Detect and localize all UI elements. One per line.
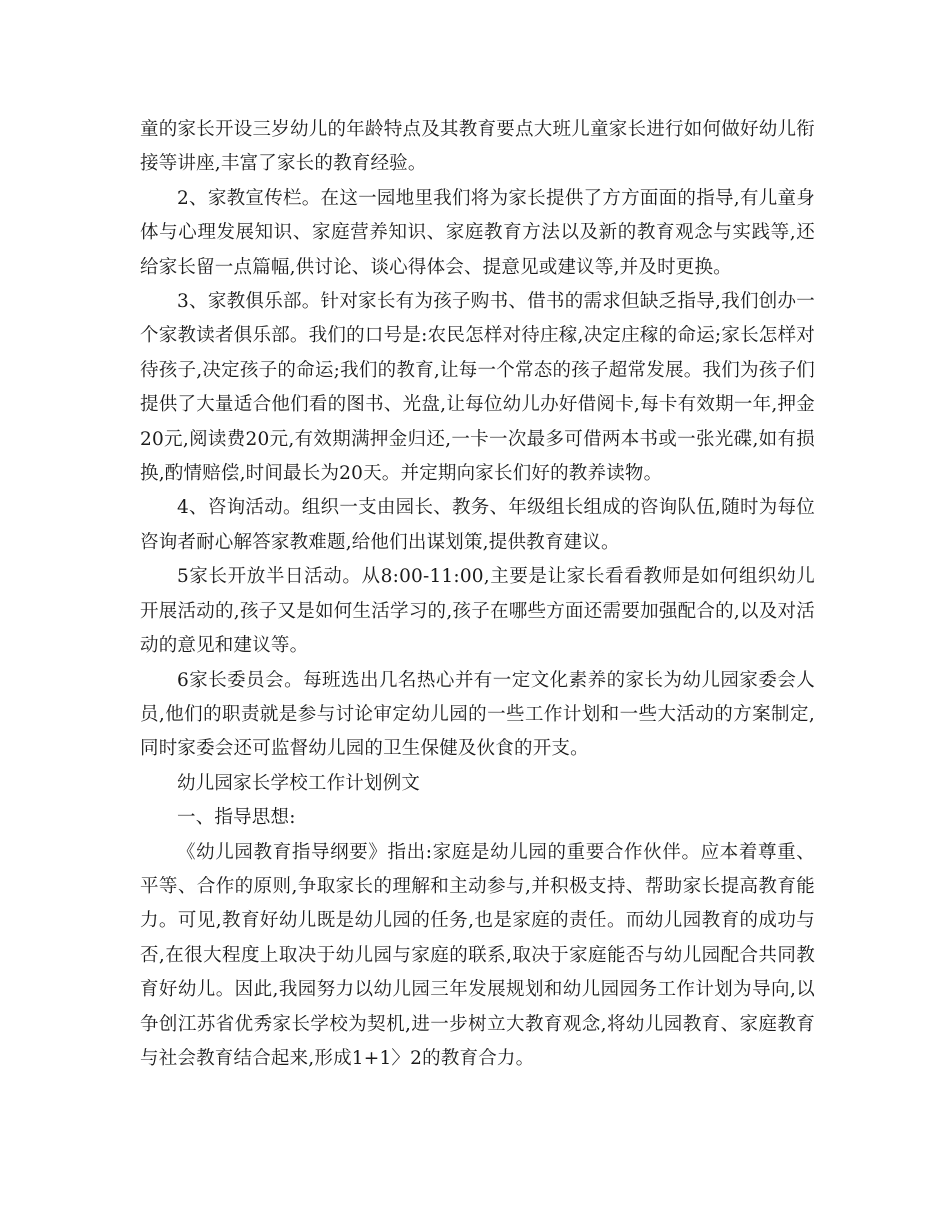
paragraph-guiding-ideology: 《幼儿园教育指导纲要》指出:家庭是幼儿园的重要合作伙伴。应本着尊重、平等、合作的原则,争取家长的理解和主动参与,并积极支持、帮助家长提高教育能力。可见,教育好幼儿既是幼儿园的任务,也是家庭的责任。而幼儿园教育的成功与否,在很大程度上取决于幼儿园与家庭的联系,取决于家庭能否与幼儿园配合共同教育好幼儿。因此,我园努力以幼儿园三年发展规划和幼儿园园务工作计划为导向,以争创江苏省优秀家长学校为契机,进一步树立大教育观念,将幼儿园教育、家庭教育与社会教育结合起来,形成1+1〉2的教育合力。 (140, 841, 815, 1069)
paragraph-home-education-board: 2、家教宣传栏。在这一园地里我们将为家长提供了方方面面的指导,有儿童身体与心理发展知识、家庭营养知识、家庭教育方法以及新的教育观念与实践等,还给家长留一点篇幅,供讨论、谈心得体会、提意见或建议等,并及时更换。 (140, 187, 815, 278)
section-title: 幼儿园家长学校工作计划例文 (177, 772, 421, 794)
document-body (140, 113, 815, 1076)
paragraph-open-half-day: 5家长开放半日活动。从8:00-11:00,主要是让家长看看教师是如何组织幼儿开展活动的,孩子又是如何生活学习的,孩子在哪些方面还需要加强配合的,以及对活动的意见和建议等。 (140, 566, 815, 657)
paragraph-consultation-activity: 4、咨询活动。组织一支由园长、教务、年级组长组成的咨询队伍,随时为每位咨询者耐心解答家教难题,给他们出谋划策,提供教育建议。 (140, 497, 815, 553)
section-heading-guiding-ideology: 一、指导思想: (177, 807, 296, 829)
paragraph-parent-committee: 6家长委员会。每班选出几名热心并有一定文化素养的家长为幼儿园家委会人员,他们的职责就是参与讨论审定幼儿园的一些工作计划和一些大活动的方案制定,同时家委会还可监督幼儿园的卫生保健及伙食的开支。 (140, 669, 815, 760)
paragraph-home-education-club: 3、家教俱乐部。针对家长有为孩子购书、借书的需求但缺乏指导,我们创办一个家教读者俱乐部。我们的口号是:农民怎样对待庄稼,决定庄稼的命运;家长怎样对待孩子,决定孩子的命运;我们的教育,让每一个常态的孩子超常发展。我们为孩子们提供了大量适合他们看的图书、光盘,让每位幼儿办好借阅卡,每卡有效期一年,押金20元,阅读费20元,有效期满押金归还,一卡一次最多可借两本书或一张光碟,如有损换,酌情赔偿,时间最长为20天。并定期向家长们好的教养读物。 (140, 291, 815, 485)
paragraph-continuation: 童的家长开设三岁幼儿的年龄特点及其教育要点大班儿童家长进行如何做好幼儿衔接等讲座,丰富了家长的教育经验。 (140, 119, 815, 175)
